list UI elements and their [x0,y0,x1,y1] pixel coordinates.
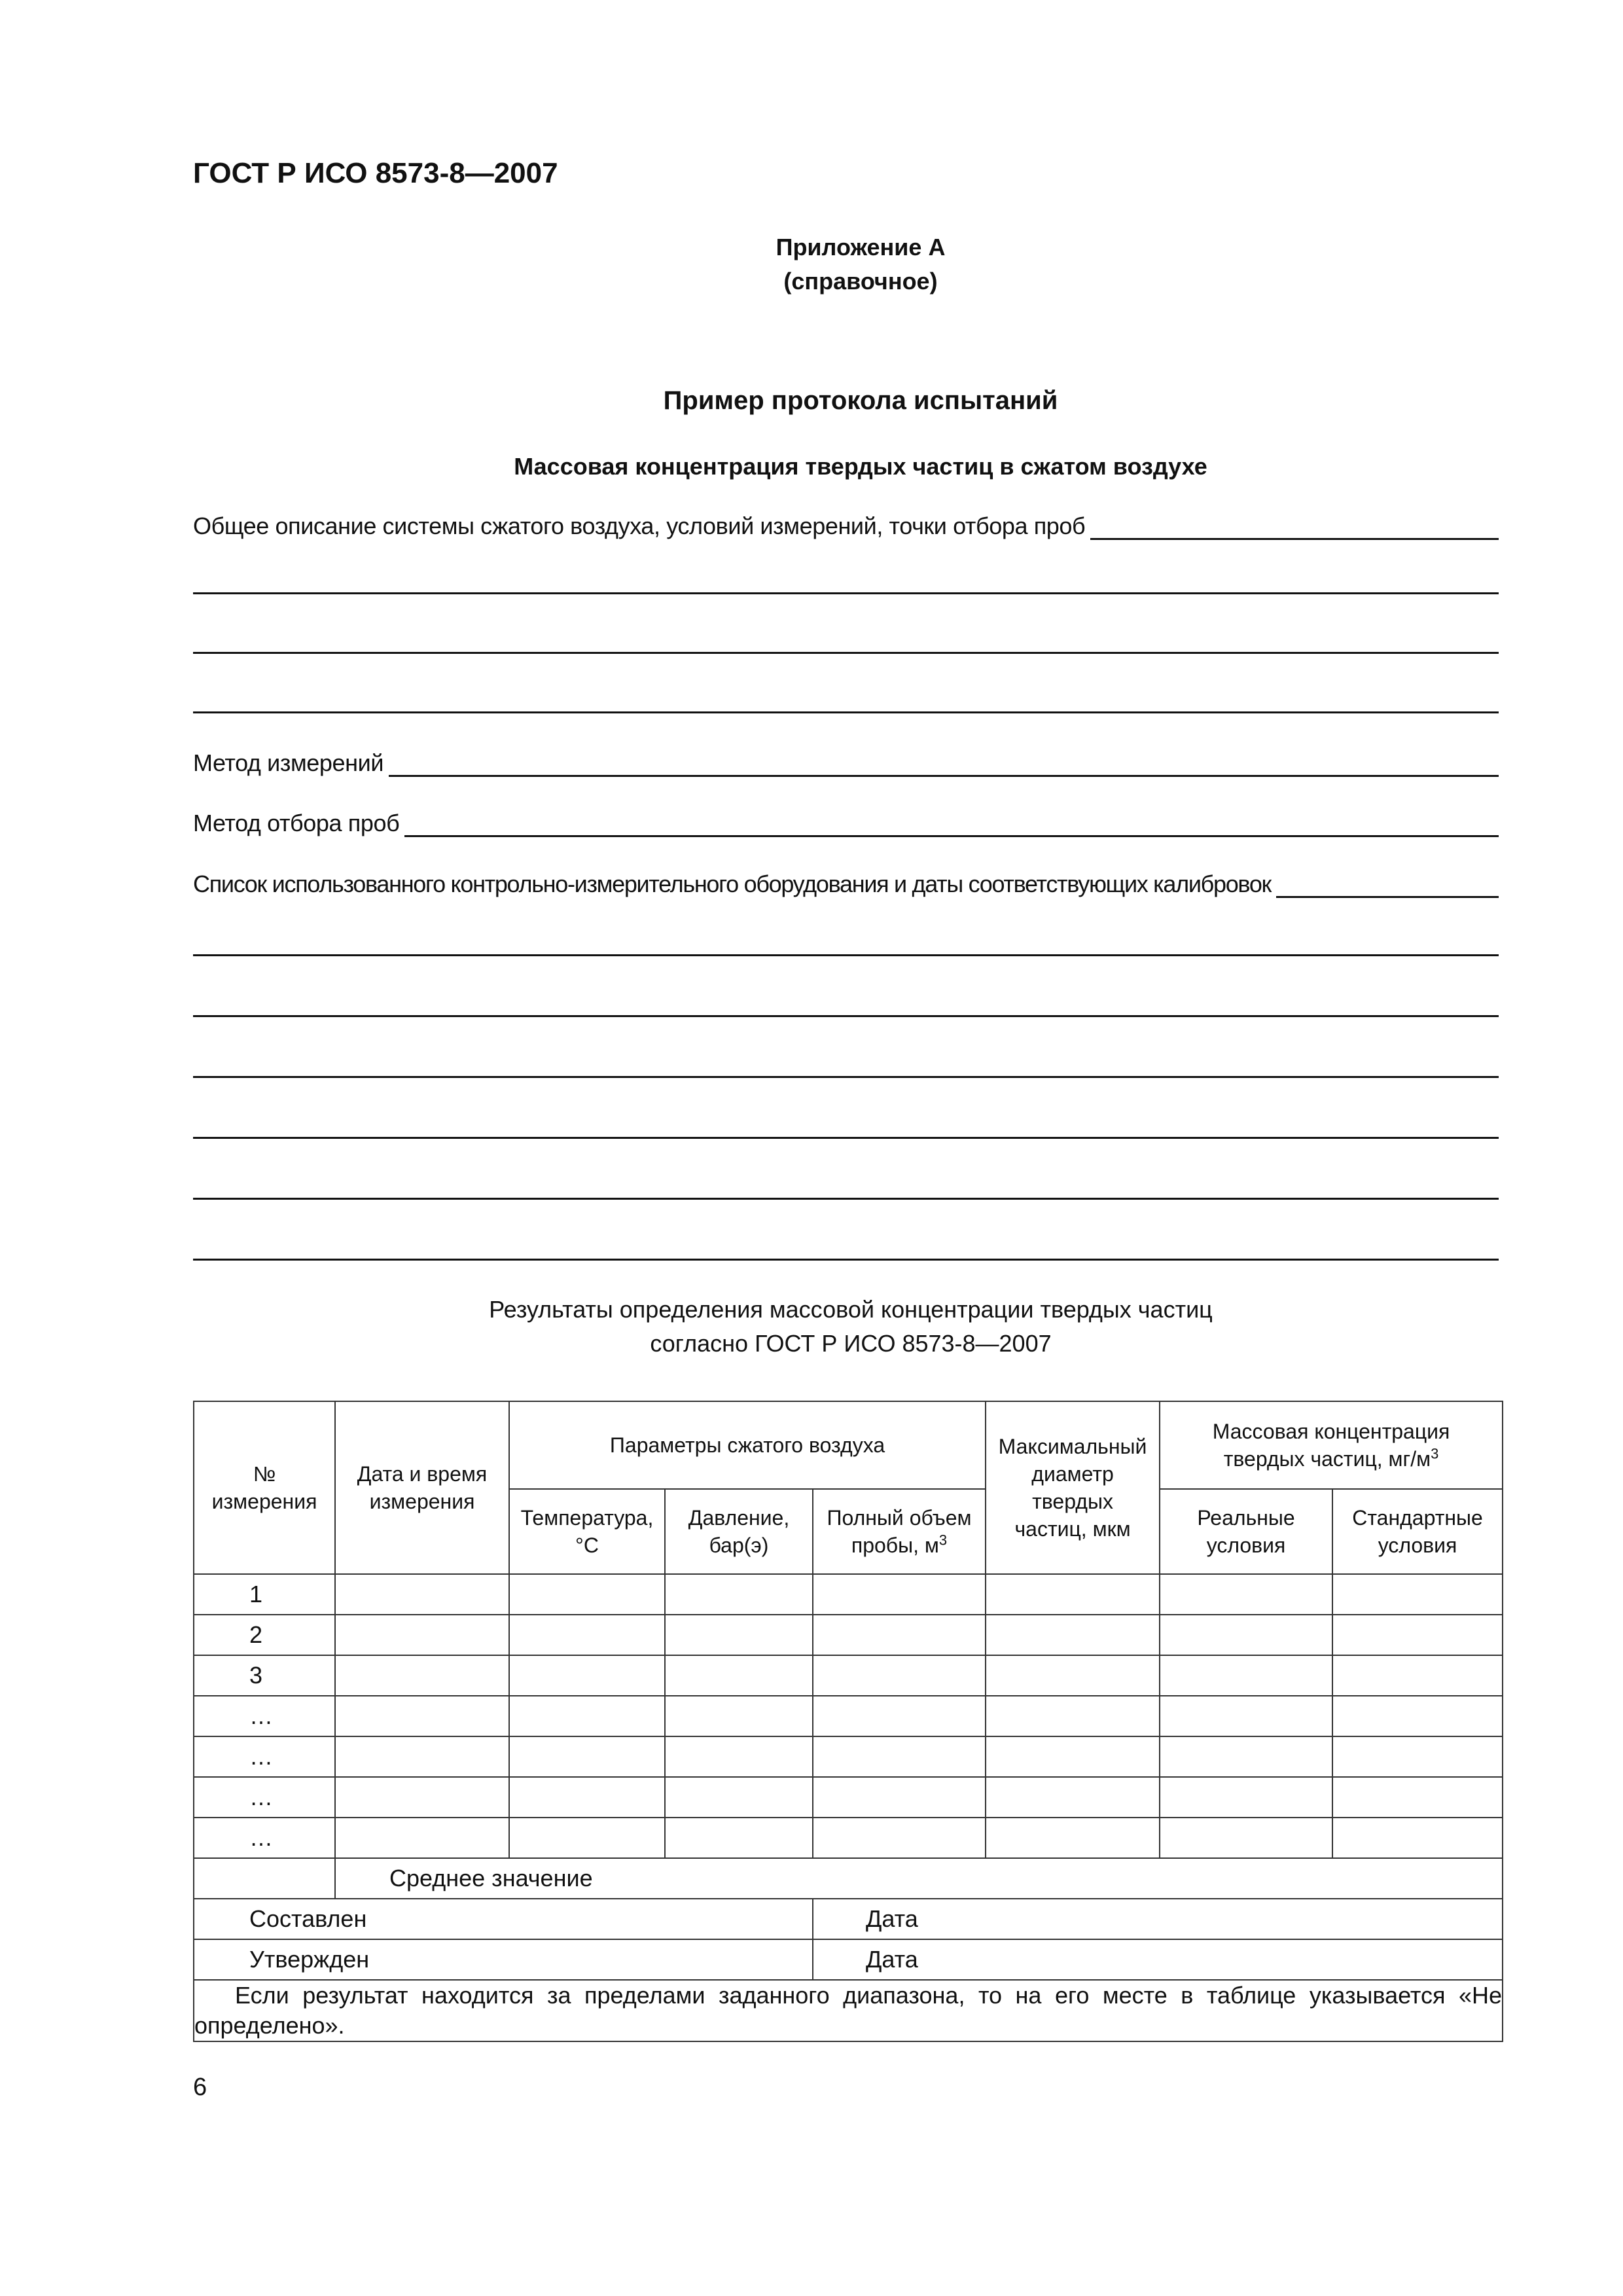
data-cell[interactable] [1332,1736,1503,1777]
header-standard-conditions: Стандартные условия [1332,1489,1503,1574]
row-number: … [194,1818,335,1858]
compiled-row [194,1899,1503,1939]
measurement-method-label: Метод измерений [193,749,384,776]
table-note: Если результат находится за пределами заданного диапазона, то на его месте в таблице указывается «Не определено». [194,1980,1503,2041]
table-body [194,1574,1503,1858]
data-cell[interactable] [665,1777,813,1818]
data-cell[interactable] [813,1655,986,1696]
row-number: 1 [194,1574,335,1615]
general-description-blank-line[interactable] [193,592,1499,594]
data-cell[interactable] [665,1736,813,1777]
data-cell[interactable] [335,1696,509,1736]
equipment-list-blank[interactable] [1276,871,1499,898]
table-caption-line1: Результаты определения массовой концентрации твердых частиц [489,1296,1213,1323]
note-row [194,1980,1503,2041]
table-row [194,1655,1503,1696]
table-caption [0,1293,1623,1361]
equipment-list-blank-line[interactable] [193,1137,1499,1139]
data-cell[interactable] [1160,1655,1332,1696]
general-description-blank-line[interactable] [193,711,1499,713]
data-cell[interactable] [509,1655,665,1696]
row-number: … [194,1777,335,1818]
row-number: … [194,1736,335,1777]
data-cell[interactable] [335,1655,509,1696]
data-cell[interactable] [1332,1696,1503,1736]
data-cell[interactable] [813,1574,986,1615]
data-cell[interactable] [1332,1655,1503,1696]
data-cell[interactable] [1160,1696,1332,1736]
equipment-list-label: Список использованного контрольно-измерительного оборудования и даты соответствующих калибровок [193,870,1272,897]
approved-label[interactable]: Утвержден [194,1939,813,1980]
data-cell[interactable] [665,1818,813,1858]
data-cell[interactable] [1160,1777,1332,1818]
general-description-field [193,507,1499,540]
table-row [194,1615,1503,1655]
data-cell[interactable] [986,1818,1160,1858]
data-cell[interactable] [509,1696,665,1736]
table-row [194,1818,1503,1858]
data-cell[interactable] [335,1615,509,1655]
compiled-date[interactable]: Дата [813,1899,1503,1939]
header-datetime: Дата и время измерения [335,1401,509,1574]
header-sample-volume: Полный объем пробы, $м^3$ [813,1489,986,1574]
row-number: … [194,1696,335,1736]
data-cell[interactable] [509,1574,665,1615]
data-cell[interactable] [335,1818,509,1858]
header-mass-concentration: Массовая концентрация твердых частиц, $мг/м^3$ [1160,1401,1503,1489]
average-row [194,1858,1503,1899]
page-subtitle: Массовая концентрация твердых частиц в сжатом воздухе [514,453,1207,480]
data-cell[interactable] [509,1818,665,1858]
table-row [194,1736,1503,1777]
compiled-label[interactable]: Составлен [194,1899,813,1939]
data-cell[interactable] [335,1777,509,1818]
equipment-list-blank-line[interactable] [193,1076,1499,1078]
annex-label: Приложение А [776,234,946,260]
annex-heading [0,230,1623,298]
average-row-spacer [194,1858,335,1899]
header-air-parameters: Параметры сжатого воздуха [509,1401,986,1489]
data-cell[interactable] [813,1696,986,1736]
equipment-list-blank-line[interactable] [193,1015,1499,1017]
data-cell[interactable] [1332,1574,1503,1615]
sampling-method-field [193,804,1499,837]
data-cell[interactable] [813,1615,986,1655]
approved-row [194,1939,1503,1980]
data-cell[interactable] [665,1615,813,1655]
data-cell[interactable] [986,1696,1160,1736]
general-description-blank-line[interactable] [193,652,1499,654]
page-title: Пример протокола испытаний [663,386,1058,415]
data-cell[interactable] [509,1777,665,1818]
data-cell[interactable] [665,1655,813,1696]
data-cell[interactable] [986,1736,1160,1777]
data-cell[interactable] [986,1615,1160,1655]
row-number: 2 [194,1615,335,1655]
data-cell[interactable] [335,1736,509,1777]
data-cell[interactable] [509,1615,665,1655]
equipment-list-field [193,865,1499,898]
data-cell[interactable] [1332,1777,1503,1818]
measurement-method-field [193,744,1499,777]
header-real-conditions: Реальные условия [1160,1489,1332,1574]
data-cell[interactable] [986,1574,1160,1615]
equipment-list-blank-line[interactable] [193,1198,1499,1200]
measurement-method-blank[interactable] [389,750,1499,777]
data-cell[interactable] [1332,1615,1503,1655]
data-cell[interactable] [1332,1818,1503,1858]
data-cell[interactable] [986,1777,1160,1818]
data-cell[interactable] [1160,1615,1332,1655]
document-code: ГОСТ Р ИСО 8573-8—2007 [193,157,558,189]
header-max-diameter: Максимальный диаметр твердых частиц, мкм [986,1401,1160,1574]
data-cell[interactable] [335,1574,509,1615]
sampling-method-blank[interactable] [404,810,1499,837]
data-cell[interactable] [1160,1818,1332,1858]
table-row [194,1696,1503,1736]
general-description-blank[interactable] [1090,513,1499,540]
annex-status: (справочное) [783,268,938,295]
data-cell[interactable] [813,1777,986,1818]
header-temperature: Температура, °С [509,1489,665,1574]
data-cell[interactable] [665,1574,813,1615]
equipment-list-blank-line[interactable] [193,1259,1499,1261]
data-cell[interactable] [813,1736,986,1777]
data-cell[interactable] [665,1696,813,1736]
sampling-method-label: Метод отбора проб [193,810,400,836]
average-label: Среднее значение [335,1858,1503,1899]
data-cell[interactable] [986,1655,1160,1696]
table-row [194,1777,1503,1818]
table-caption-line2: согласно ГОСТ Р ИСО 8573-8—2007 [650,1330,1052,1357]
header-pressure: Давление, бар(э) [665,1489,813,1574]
data-cell[interactable] [509,1736,665,1777]
data-cell[interactable] [1160,1736,1332,1777]
results-table [193,1401,1503,2042]
data-cell[interactable] [813,1818,986,1858]
approved-date[interactable]: Дата [813,1939,1503,1980]
table-row [194,1574,1503,1615]
row-number: 3 [194,1655,335,1696]
equipment-list-blank-line[interactable] [193,954,1499,956]
page-number: 6 [193,2073,207,2101]
general-description-label: Общее описание системы сжатого воздуха, условий измерений, точки отбора проб [193,512,1086,539]
header-measurement-number: № измерения [194,1401,335,1574]
data-cell[interactable] [1160,1574,1332,1615]
